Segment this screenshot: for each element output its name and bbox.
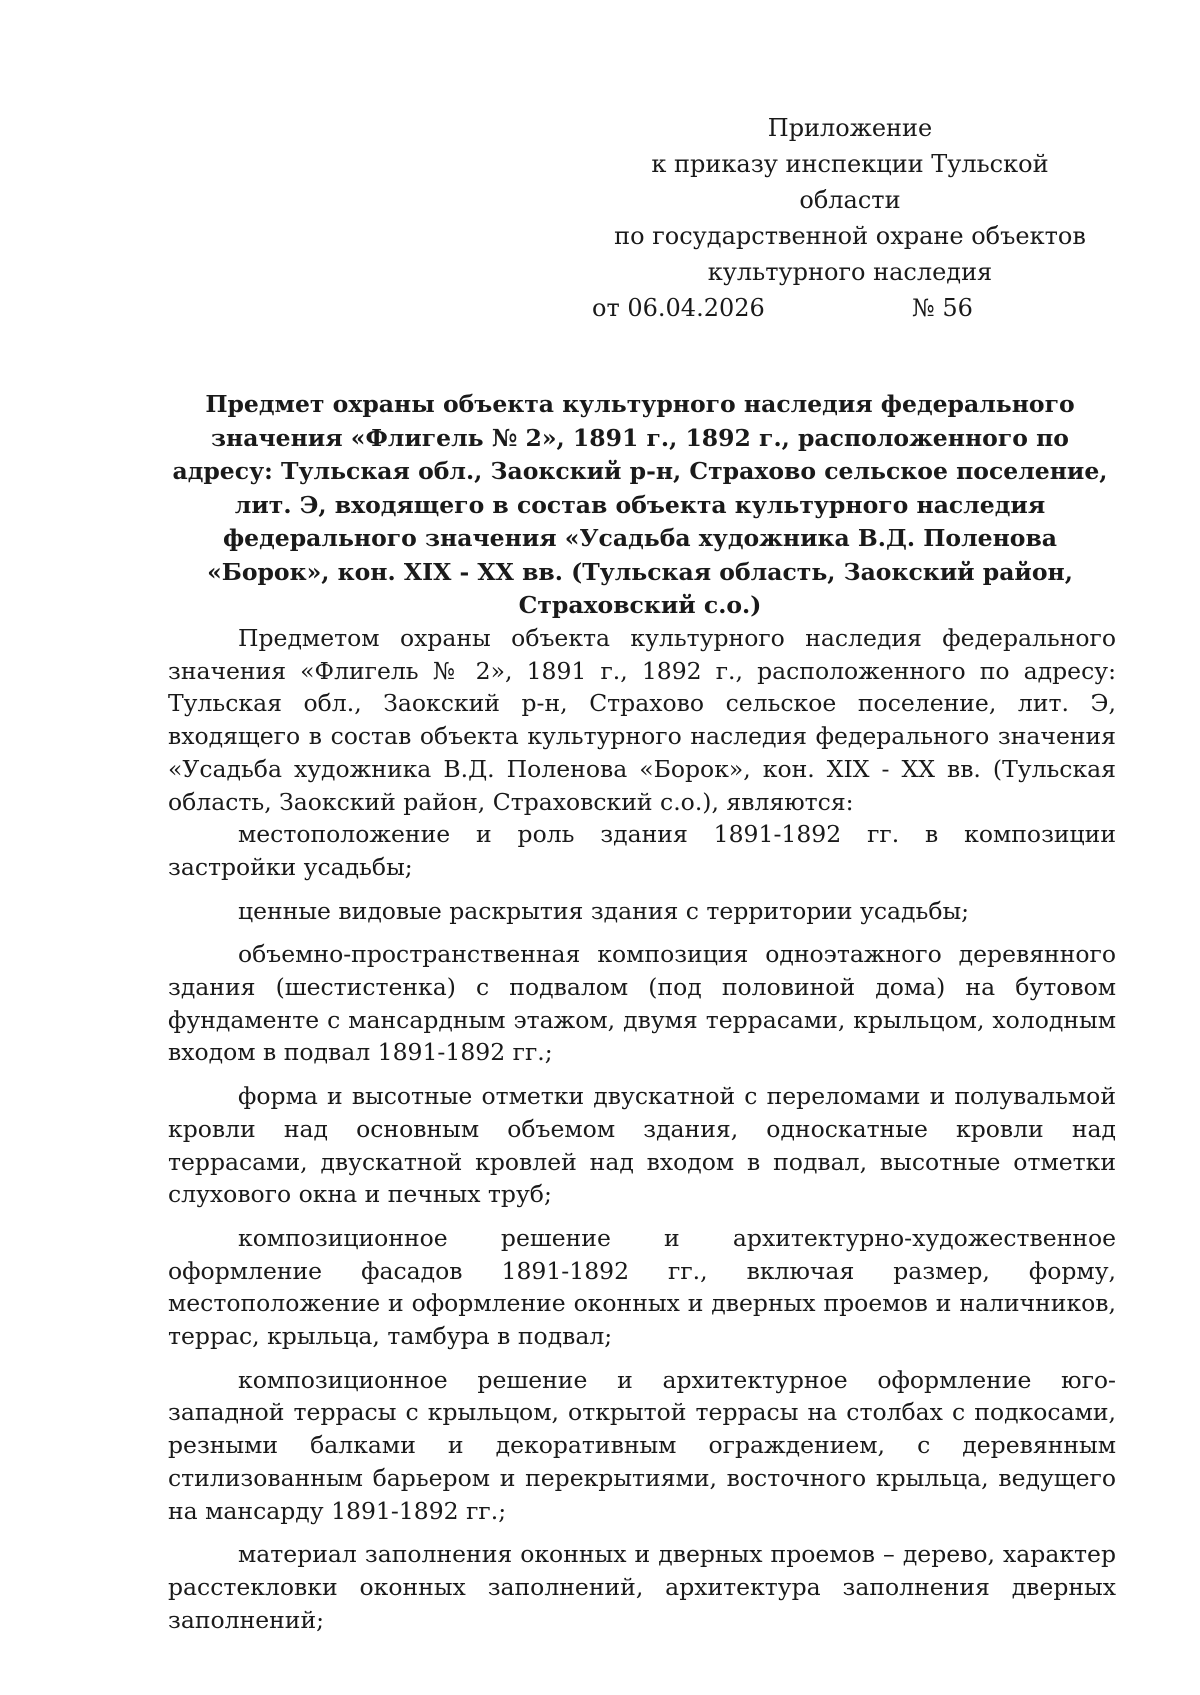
order-number: № 56 bbox=[912, 294, 973, 322]
appendix-header bbox=[592, 110, 1100, 326]
protection-item: композиционное решение и архитектурное оформление юго-западной террасы с крыльцом, открытой террасы на столбах с подкосами, резными балками и декоративным ограждением, с деревянным стилизованным барьером и перекрытиями, восточного крыльца, ведущего на мансарду 1891-1892 гг.; bbox=[168, 1365, 1116, 1525]
appendix-title: Приложение bbox=[767, 114, 933, 142]
appendix-date-row bbox=[592, 290, 1100, 326]
appendix-inspection-line: по государственной охране объектов bbox=[614, 222, 1086, 250]
protection-item: объемно-пространственная композиция одноэтажного деревянного здания (шестистенка) с подвалом (под половиной дома) на бутовом фундаменте с мансардным этажом, двумя террасами, крыльцом, холодным входом в подвал 1891-1892 гг.; bbox=[168, 940, 1116, 1067]
protection-item: ценные видовые раскрытия здания с территории усадьбы; bbox=[238, 896, 970, 925]
intro-paragraph: Предметом охраны объекта культурного наследия федерального значения «Флигель № 2», 1891 г., 1892 г., расположенного по адресу: Тульская обл., Заокский р-н, Страхово сельское поселение, лит. Э, входящего в состав объекта культурного наследия федерального значения «Усадьба художника В.Д. Поленова «Борок», кон. XIX - XX вв. (Тульская область, Заокский район, Страховский с.о.), являются: bbox=[168, 624, 1116, 816]
appendix-order-line: к приказу инспекции Тульской области bbox=[651, 150, 1049, 214]
protection-item: форма и высотные отметки двускатной с переломами и полувальмой кровли над основным объемом здания, односкатные кровли над террасами, двускатной кровлей над входом в подвал, высотные отметки слухового окна и печных труб; bbox=[168, 1082, 1116, 1209]
protection-item: композиционное решение и архитектурно-художественное оформление фасадов 1891-1892 гг., включая размер, форму, местоположение и оформление оконных и дверных проемов и наличников, террас, крыльца, тамбура в подвал; bbox=[168, 1223, 1116, 1351]
protection-item: материал заполнения оконных и дверных проемов – дерево, характер расстекловки оконных заполнений, архитектура заполнения дверных заполнений; bbox=[168, 1540, 1116, 1634]
document-title: Предмет охраны объекта культурного наследия федерального значения «Флигель № 2», 1891 г., 1892 г., расположенного по адресу: Тульская обл., Заокский р-н, Страхово сельское поселение, лит. Э, входящего в состав объекта культурного наследия федерального значения «Усадьба художника В.Д. Поленова «Борок», кон. XIX - XX вв. (Тульская область, Заокский район, Страховский с.о.) bbox=[172, 390, 1108, 619]
order-date: от 06.04.2026 bbox=[592, 294, 765, 322]
protection-item: местоположение и роль здания 1891-1892 гг. в композиции застройки усадьбы; bbox=[168, 820, 1116, 881]
document-body bbox=[168, 622, 1116, 1636]
appendix-heritage-line: культурного наследия bbox=[707, 258, 993, 286]
